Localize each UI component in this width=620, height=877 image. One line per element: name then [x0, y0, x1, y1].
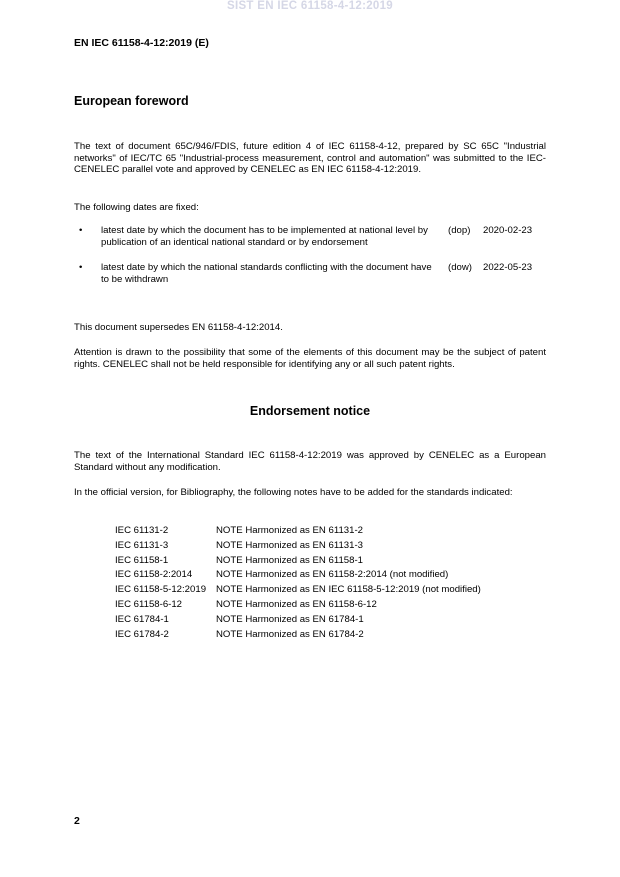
note-standard: IEC 61784-1 — [115, 613, 169, 625]
note-text: NOTE Harmonized as EN 61158-6-12 — [216, 598, 377, 610]
note-text: NOTE Harmonized as EN 61784-1 — [216, 613, 364, 625]
note-text: NOTE Harmonized as EN IEC 61158-5-12:2019 (not modified) — [216, 584, 481, 596]
page-number: 2 — [74, 815, 80, 827]
document-id-header: EN IEC 61158-4-12:2019 (E) — [74, 37, 209, 49]
date-value: 2020-02-23 — [483, 225, 533, 236]
note-text: NOTE Harmonized as EN 61158-2:2014 (not modified) — [216, 569, 449, 581]
foreword-heading: European foreword — [74, 94, 189, 108]
note-standard: IEC 61784-2 — [115, 628, 169, 640]
bullet-icon: • — [79, 225, 83, 236]
note-text: NOTE Harmonized as EN 61131-2 — [216, 525, 363, 536]
foreword-intro-paragraph: The text of document 65C/946/FDIS, future edition 4 of IEC 61158-4-12, prepared by SC 65C "Industrial networks" of IEC/TC 65 "Industrial-process measurement, control and automation" was submitted to the IEC-CENELEC parallel vote and approved by CENELEC as EN IEC 61158-4-12:2019. — [74, 141, 546, 176]
dates-intro: The following dates are fixed: — [74, 202, 199, 213]
patent-attention-paragraph: Attention is drawn to the possibility that some of the elements of this document may be the subject of patent rights. CENELEC shall not be held responsible for identifying any or all such patent rights. — [74, 347, 546, 370]
endorsement-heading: Endorsement notice — [249, 404, 371, 418]
note-text: NOTE Harmonized as EN 61131-3 — [216, 539, 363, 551]
note-standard: IEC 61131-2 — [115, 525, 169, 536]
watermark: SIST EN IEC 61158-4-12:2019 — [227, 0, 393, 12]
note-standard: IEC 61158-1 — [115, 554, 169, 566]
date-description: latest date by which the document has to be implemented at national level by publication of an identical national standard or by endorsement — [101, 225, 428, 248]
date-value: 2022-05-23 — [483, 262, 533, 273]
note-text: NOTE Harmonized as EN 61158-1 — [216, 554, 363, 566]
supersedes-paragraph: This document supersedes EN 61158-4-12:2014. — [74, 322, 283, 333]
note-standard: IEC 61158-5-12:2019 — [115, 584, 207, 596]
note-standard: IEC 61158-6-12 — [115, 598, 183, 610]
date-code: (dow) — [448, 262, 472, 273]
date-description: latest date by which the national standards conflicting with the document have to be withdrawn — [101, 262, 432, 285]
endorsement-paragraph: The text of the International Standard IEC 61158-4-12:2019 was approved by CENELEC as a European Standard without any modification. — [74, 450, 546, 473]
note-standard: IEC 61158-2:2014 — [115, 569, 193, 581]
bibliography-intro-paragraph: In the official version, for Bibliography, the following notes have to be added for the standards indicated: — [74, 487, 513, 498]
note-text: NOTE Harmonized as EN 61784-2 — [216, 628, 364, 640]
note-standard: IEC 61131-3 — [115, 539, 169, 551]
bullet-icon: • — [79, 262, 83, 273]
date-code: (dop) — [448, 225, 471, 236]
